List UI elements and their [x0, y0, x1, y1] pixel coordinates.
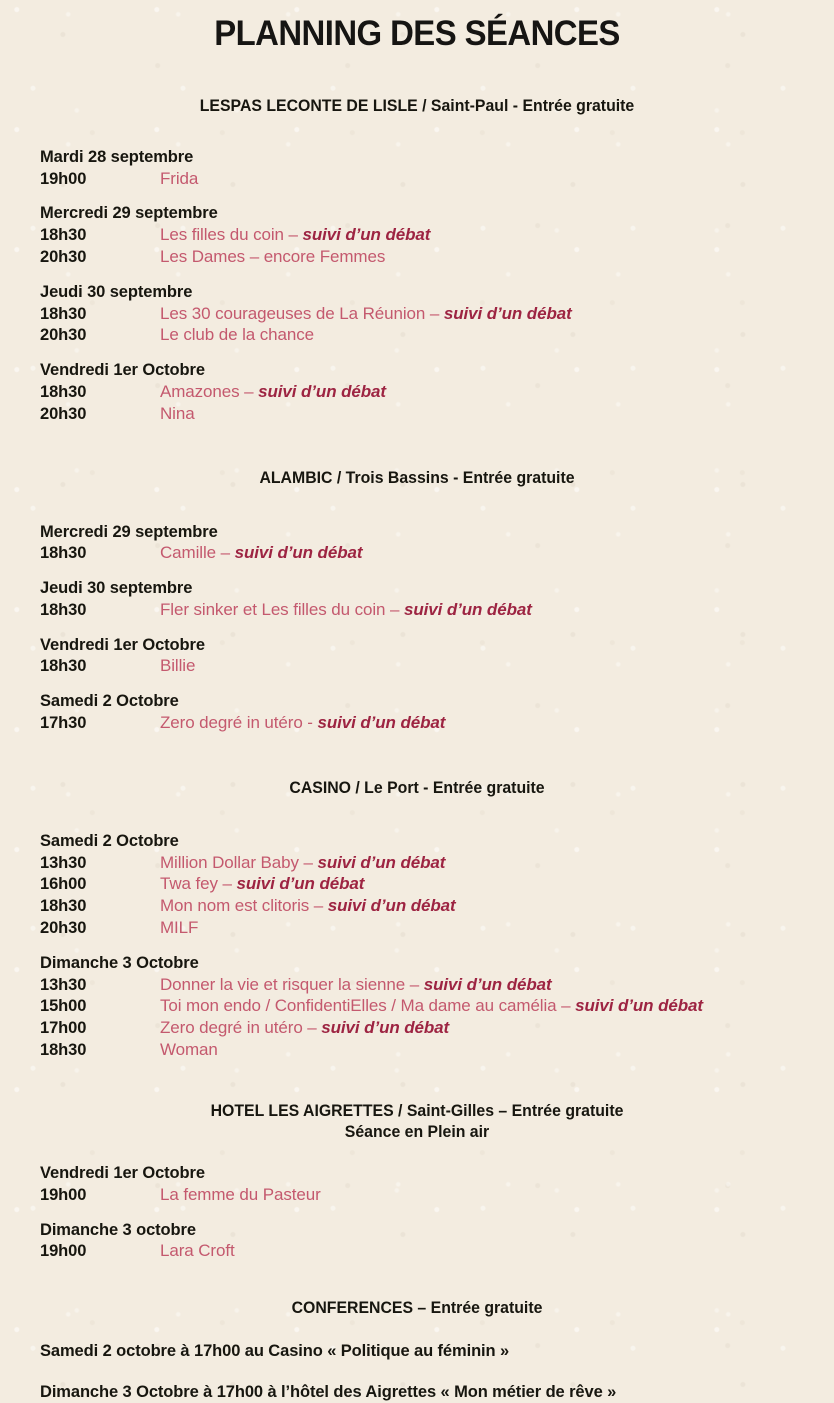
film-suffix-note: encore Femmes — [263, 246, 386, 266]
screening-time: 19h00 — [40, 169, 87, 188]
film-name: Camille — [160, 543, 216, 563]
day-date-label: Vendredi 1er Octobre — [40, 635, 205, 654]
film-separator: - — [302, 713, 318, 733]
film-suffix-note: suivi d’un débat — [443, 303, 572, 323]
screening-row — [0, 995, 834, 1017]
day-block — [0, 1220, 834, 1263]
film-suffix-note: suivi d’un débat — [302, 225, 431, 245]
film-name: Zero degré in utéro — [160, 1018, 303, 1038]
film-separator: – — [405, 974, 424, 994]
film-name: MILF — [160, 918, 199, 938]
film-name: Lara Croft — [160, 1241, 235, 1261]
screening-film-title — [160, 542, 362, 563]
screening-time: 18h30 — [40, 544, 87, 563]
screening-film-title — [160, 995, 703, 1016]
screening-time: 20h30 — [40, 919, 87, 938]
screening-row — [0, 1039, 834, 1061]
screening-time: 13h30 — [40, 975, 87, 994]
screening-time: 18h30 — [40, 600, 87, 619]
day-date-label: Jeudi 30 septembre — [40, 579, 193, 598]
screening-row — [0, 873, 834, 895]
conference-item: Dimanche 3 Octobre à 17h00 à l’hôtel des Aigrettes « Mon métier de rêve » — [40, 1382, 617, 1401]
screening-time: 18h30 — [40, 226, 87, 245]
screening-row — [0, 246, 834, 268]
film-suffix-note: suivi d’un débat — [403, 599, 532, 619]
screening-time: 13h30 — [40, 853, 87, 872]
film-separator: – — [215, 543, 235, 563]
screening-time: 18h30 — [40, 382, 87, 401]
page-title: PLANNING DES SÉANCES — [214, 14, 620, 53]
day-date-label: Jeudi 30 septembre — [40, 282, 193, 301]
film-suffix-note: suivi d’un débat — [327, 896, 456, 916]
film-name: Mon nom est clitoris — [160, 896, 310, 916]
screening-row — [0, 895, 834, 917]
film-name: Frida — [160, 168, 199, 188]
screening-film-title — [160, 381, 386, 402]
screening-row — [0, 324, 834, 346]
screening-row — [0, 224, 834, 246]
screening-film-title — [160, 303, 572, 324]
screening-film-title — [160, 655, 195, 676]
screening-film-title — [160, 1184, 321, 1205]
screening-time: 18h30 — [40, 897, 87, 916]
screening-row — [0, 599, 834, 621]
film-name: Les 30 courageuses de La Réunion — [160, 303, 426, 323]
day-date-label: Samedi 2 Octobre — [40, 692, 179, 711]
film-separator: – — [309, 896, 328, 916]
day-block — [0, 691, 834, 734]
film-separator: – — [239, 381, 259, 401]
film-suffix-note: suivi d’un débat — [317, 713, 446, 733]
film-separator: – — [425, 303, 444, 323]
screening-time: 20h30 — [40, 326, 87, 345]
venue-section — [0, 748, 834, 1061]
screening-time: 17h30 — [40, 714, 87, 733]
screening-row — [0, 1240, 834, 1262]
venue-section — [0, 438, 834, 733]
screening-time: 17h00 — [40, 1019, 87, 1038]
film-suffix-note: suivi d’un débat — [258, 381, 386, 401]
venue-heading: LESPAS LECONTE DE LISLE / Saint-Paul - Entrée gratuite — [199, 96, 635, 115]
day-block — [0, 578, 834, 621]
conference-item: Samedi 2 octobre à 17h00 au Casino « Politique au féminin » — [40, 1342, 510, 1361]
venue-heading: HOTEL LES AIGRETTES / Saint-Gilles – Entrée gratuite — [210, 1101, 624, 1120]
screening-film-title — [160, 1017, 449, 1038]
film-suffix-note: suivi d’un débat — [423, 974, 552, 994]
film-name: Nina — [160, 403, 195, 423]
screening-film-title — [160, 403, 195, 424]
screening-film-title — [160, 168, 198, 189]
screening-row — [0, 542, 834, 564]
screening-film-title — [160, 974, 552, 995]
day-date-label: Vendredi 1er Octobre — [40, 361, 205, 380]
screening-row — [0, 168, 834, 190]
film-name: Donner la vie et risquer la sienne — [160, 974, 406, 994]
film-name: Fler sinker et Les filles du coin — [160, 599, 386, 619]
conferences-section — [0, 1276, 834, 1403]
film-name: Twa fey — [160, 874, 218, 894]
film-name: La femme du Pasteur — [160, 1184, 321, 1204]
day-block — [0, 522, 834, 565]
screening-time: 18h30 — [40, 304, 87, 323]
film-separator: – — [283, 225, 303, 245]
screening-row — [0, 403, 834, 425]
screening-row — [0, 917, 834, 939]
day-date-label: Dimanche 3 Octobre — [40, 953, 199, 972]
venue-days — [0, 117, 834, 425]
film-name: Toi mon endo / ConfidentiElles / Ma dame au camélia — [160, 996, 557, 1016]
day-block — [0, 635, 834, 678]
venue-days — [0, 490, 834, 734]
screening-time: 15h00 — [40, 997, 87, 1016]
screening-film-title — [160, 224, 430, 245]
film-name: Les filles du coin — [160, 225, 284, 245]
screening-film-title — [160, 599, 532, 620]
day-block — [0, 1163, 834, 1206]
screening-film-title — [160, 873, 364, 894]
screening-row — [0, 1017, 834, 1039]
film-suffix-note: suivi d’un débat — [234, 543, 363, 563]
screening-film-title — [160, 1240, 235, 1261]
venue-days — [0, 1143, 834, 1262]
screening-time: 18h30 — [40, 1040, 87, 1059]
day-block — [0, 831, 834, 939]
film-name: Million Dollar Baby — [160, 852, 299, 872]
film-name: Amazones — [160, 381, 240, 401]
day-block — [0, 282, 834, 346]
film-separator: – — [302, 1018, 322, 1038]
screening-time: 19h00 — [40, 1242, 87, 1261]
venue-section — [0, 1075, 834, 1262]
screening-row — [0, 852, 834, 874]
film-name: Le club de la chance — [160, 325, 314, 345]
screening-time: 19h00 — [40, 1185, 87, 1204]
screening-time: 18h30 — [40, 657, 87, 676]
venues-container — [0, 56, 834, 1262]
day-date-label: Mercredi 29 septembre — [40, 204, 218, 223]
screening-row — [0, 1184, 834, 1206]
screening-time: 20h30 — [40, 247, 87, 266]
film-separator: – — [298, 852, 318, 872]
day-date-label: Dimanche 3 octobre — [40, 1220, 196, 1239]
screening-film-title — [160, 917, 198, 938]
screening-row — [0, 303, 834, 325]
day-date-label: Mercredi 29 septembre — [40, 522, 218, 541]
screening-row — [0, 655, 834, 677]
venue-heading: CASINO / Le Port - Entrée gratuite — [289, 778, 545, 797]
screening-film-title — [160, 852, 445, 873]
screening-time: 16h00 — [40, 875, 87, 894]
day-block — [0, 953, 834, 1061]
film-name: Billie — [160, 656, 196, 676]
day-block — [0, 360, 834, 424]
screening-film-title — [160, 1039, 218, 1060]
film-separator: – — [217, 874, 237, 894]
film-suffix-note: suivi d’un débat — [317, 852, 446, 872]
screening-film-title — [160, 246, 385, 267]
screening-row — [0, 381, 834, 403]
film-separator: – — [556, 996, 576, 1016]
film-suffix-note: suivi d’un débat — [575, 996, 703, 1016]
film-name: Woman — [160, 1039, 218, 1059]
venue-subheading: Séance en Plein air — [344, 1122, 490, 1141]
day-date-label: Samedi 2 Octobre — [40, 831, 179, 850]
screening-row — [0, 712, 834, 734]
film-separator: – — [385, 599, 404, 619]
screening-film-title — [160, 895, 456, 916]
day-block — [0, 203, 834, 267]
day-date-label: Vendredi 1er Octobre — [40, 1163, 205, 1182]
venue-section — [0, 56, 834, 425]
film-separator: – — [245, 246, 264, 266]
screening-row — [0, 974, 834, 996]
screening-time: 20h30 — [40, 404, 87, 423]
film-suffix-note: suivi d’un débat — [321, 1018, 450, 1038]
conferences-heading: CONFERENCES – Entrée gratuite — [291, 1299, 543, 1318]
film-suffix-note: suivi d’un débat — [236, 874, 365, 894]
film-name: Zero degré in utéro — [160, 713, 303, 733]
day-date-label: Mardi 28 septembre — [40, 147, 194, 166]
film-name: Les Dames — [160, 246, 246, 266]
screening-film-title — [160, 712, 445, 733]
venue-heading: ALAMBIC / Trois Bassins - Entrée gratuite — [259, 469, 575, 488]
screening-film-title — [160, 324, 314, 345]
day-block — [0, 147, 834, 190]
venue-days — [0, 799, 834, 1061]
